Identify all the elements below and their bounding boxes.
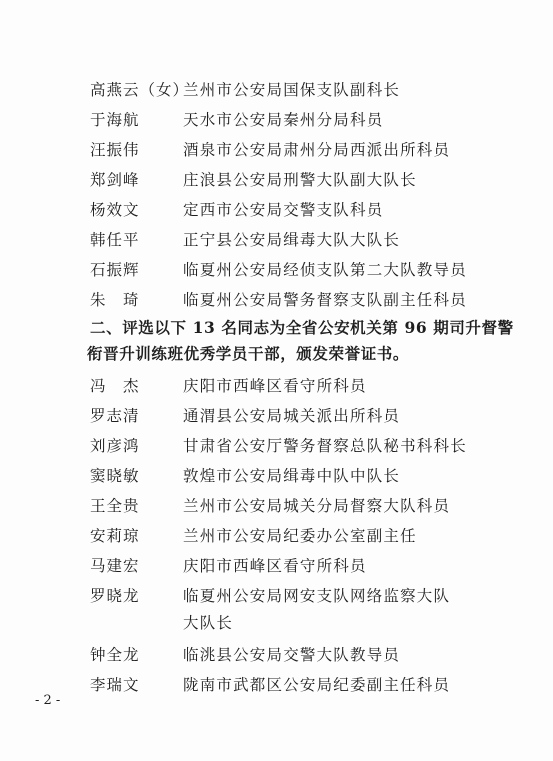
list-item (0, 463, 553, 489)
list-item (0, 373, 553, 399)
person-title: 临夏州公安局经侦支队第二大队教导员 (183, 261, 467, 279)
list-item (0, 77, 553, 103)
person-name: 罗志清 (90, 407, 140, 425)
person-title: 兰州市公安局纪委办公室副主任 (183, 527, 417, 545)
person-name: 韩任平 (90, 231, 140, 249)
person-title: 庄浪县公安局刑警大队副大队长 (183, 171, 417, 189)
list-item (0, 167, 553, 193)
list-item (0, 257, 553, 283)
list-item-continuation (0, 610, 553, 636)
person-name: 钟全龙 (90, 646, 140, 664)
person-title: 敦煌市公安局缉毒中队中队长 (183, 467, 401, 485)
person-name: 郑剑峰 (90, 171, 140, 189)
person-name: 王全贵 (90, 497, 140, 515)
person-title: 庆阳市西峰区看守所科员 (183, 557, 367, 575)
list-item (0, 642, 553, 668)
person-name: 刘彦鸿 (90, 437, 140, 455)
person-name: 李瑞文 (90, 676, 140, 694)
list-item (0, 493, 553, 519)
person-title: 临夏州公安局警务督察支队副主任科员 (183, 291, 467, 309)
person-name: 安莉琼 (90, 527, 140, 545)
person-name: 马建宏 (90, 557, 140, 575)
person-title: 酒泉市公安局肃州分局西派出所科员 (183, 141, 451, 159)
person-title: 陇南市武都区公安局纪委副主任科员 (183, 676, 451, 694)
person-name: 汪振伟 (90, 141, 140, 159)
person-title: 甘肃省公安厅警务督察总队秘书科科长 (183, 437, 467, 455)
person-name: 高燕云（女） (90, 81, 190, 99)
list-item (0, 672, 553, 698)
person-title: 天水市公安局秦州分局科员 (183, 111, 384, 129)
list-item (0, 583, 553, 609)
person-title: 大队长 (183, 614, 234, 632)
list-item (0, 137, 553, 163)
person-name: 冯 杰 (90, 377, 140, 395)
person-title: 兰州市公安局城关分局督察大队科员 (183, 497, 451, 515)
list-item (0, 433, 553, 459)
list-item (0, 287, 553, 313)
person-title: 兰州市公安局国保支队副科长 (183, 81, 401, 99)
list-item (0, 553, 553, 579)
list-item (0, 107, 553, 133)
list-item (0, 403, 553, 429)
person-title: 定西市公安局交警支队科员 (183, 201, 384, 219)
person-title: 庆阳市西峰区看守所科员 (183, 377, 367, 395)
person-title: 临洮县公安局交警大队教导员 (183, 646, 401, 664)
person-name: 于海航 (90, 111, 140, 129)
person-title: 正宁县公安局缉毒大队大队长 (183, 231, 401, 249)
person-name: 窦晓敏 (90, 467, 140, 485)
person-name: 罗晓龙 (90, 587, 140, 605)
section-heading-line2: 衔晋升训练班优秀学员干部，颁发荣誉证书。 (87, 344, 410, 363)
person-name: 朱 琦 (90, 291, 140, 309)
person-title: 临夏州公安局网安支队网络监察大队 (183, 587, 451, 605)
page-number: - 2 - (35, 693, 61, 708)
section-heading (87, 315, 530, 367)
person-name: 杨效文 (90, 201, 140, 219)
person-name: 石振辉 (90, 261, 140, 279)
list-item (0, 227, 553, 253)
list-item (0, 523, 553, 549)
section-heading-line1: 二、评选以下 13 名同志为全省公安机关第 96 期司升督警 (90, 318, 514, 337)
person-title: 通渭县公安局城关派出所科员 (183, 407, 401, 425)
list-item (0, 197, 553, 223)
